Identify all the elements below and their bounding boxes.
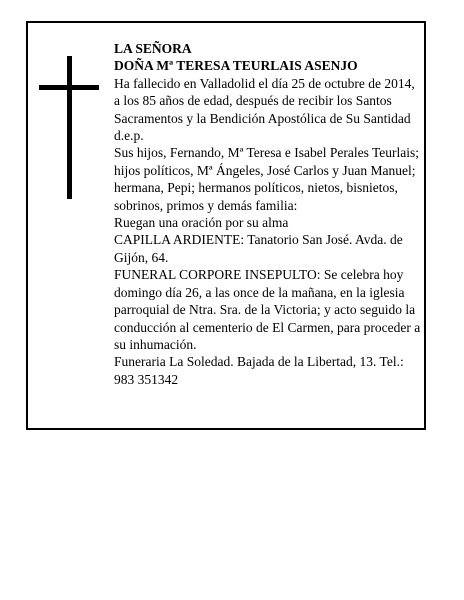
notice-header-title: LA SEÑORA bbox=[114, 41, 192, 56]
deceased-name: DOÑA Mª TERESA TEURLAIS ASENJO bbox=[114, 58, 358, 74]
death-announcement: Ha fallecido en Valladolid el día 25 de octubre de 2014, a los 85 años de edad, después de recibir los Santos Sacramentos y la Bendición Apostólica de Su Santidad d.e.p. bbox=[114, 75, 415, 144]
family-list: Sus hijos, Fernando, Mª Teresa e Isabel Perales Teurlais; hijos políticos, Mª Ángeles, José Carlos y Juan Manuel; hermana, Pepi; hermanos políticos, nietos, bisnietos, sobrinos, primos y demás familia: bbox=[114, 145, 420, 213]
cross-horizontal-bar bbox=[39, 85, 99, 90]
wake-location: CAPILLA ARDIENTE: Tanatorio San José. Avda. de Gijón, 64. bbox=[114, 232, 403, 265]
funeral-home-contact: Funeraria La Soledad. Bajada de la Libertad, 13. Tel.: 983 351342 bbox=[114, 354, 404, 387]
funeral-details: FUNERAL CORPORE INSEPULTO: Se celebra hoy domingo día 26, a las once de la mañana, en la iglesia parroquial de Ntra. Sra. de la Victoria; y acto seguido la conducción al cementerio de El Carmen, para proceder a su inhumación. bbox=[114, 267, 421, 352]
cross-vertical-bar bbox=[67, 56, 72, 199]
prayer-request: Ruegan una oración por su alma bbox=[114, 215, 289, 231]
obituary-notice bbox=[26, 21, 426, 430]
latin-cross-icon bbox=[39, 56, 99, 199]
notice-text bbox=[114, 40, 422, 388]
